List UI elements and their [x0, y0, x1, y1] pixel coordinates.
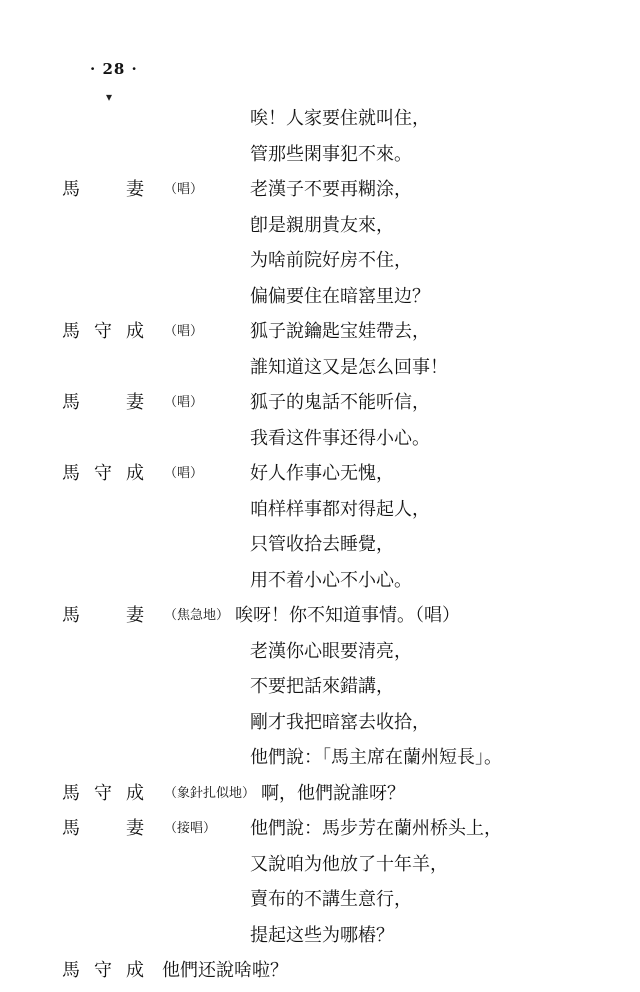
script-line — [0, 244, 640, 278]
speaker-name: 馬守成 — [62, 960, 158, 981]
script-line — [0, 422, 640, 456]
verse-text: 为啥前院好房不住， — [250, 250, 412, 271]
stage-direction: （唱） — [164, 182, 204, 197]
verse-text: 啊，他們說誰呀？ — [261, 782, 405, 804]
speaker-name: 馬 妻 — [62, 818, 158, 839]
speaker-name: 馬 妻 — [62, 392, 158, 413]
verse-text: 好人作事心无愧， — [250, 463, 394, 484]
stage-direction: （接唱） — [164, 821, 217, 836]
script-line — [0, 386, 640, 420]
verse-text: 又說咱为他放了十年羊， — [250, 853, 448, 875]
speaker-name: 馬 妻 — [62, 179, 158, 200]
script-line — [0, 954, 640, 988]
verse-text: 提起这些为哪樁？ — [250, 924, 394, 946]
stage-direction: （唱） — [164, 395, 204, 410]
verse-text: 他們說：馬步芳在蘭州桥头上， — [250, 818, 502, 839]
verse-text: 他們还說啥啦？ — [162, 960, 288, 981]
script-line — [0, 777, 640, 811]
verse-text: 卽是親朋貴友來， — [250, 214, 394, 236]
script-line — [0, 741, 640, 775]
verse-text: 只管收拾去睡覺， — [250, 534, 394, 555]
script-line — [0, 812, 640, 846]
stage-direction: （象針扎似地） — [164, 785, 256, 801]
script-line — [0, 848, 640, 882]
speaker-name: 馬 妻 — [62, 605, 158, 626]
script-line — [0, 493, 640, 527]
page-number: · 28 · — [90, 60, 138, 78]
speaker-name: 馬守成 — [62, 782, 158, 804]
script-line — [0, 528, 640, 562]
script-line — [0, 209, 640, 243]
script-line — [0, 351, 640, 385]
verse-text: 用不着小心不小心。 — [250, 569, 412, 591]
verse-text: 我看这件事还得小心。 — [250, 427, 430, 449]
verse-text: 老漢子不要再糊涂， — [250, 179, 412, 200]
script-line — [0, 280, 640, 314]
stage-direction: （焦急地） — [164, 608, 230, 623]
verse-text: 誰知道这又是怎么回事！ — [250, 356, 448, 378]
verse-text: 唉！人家要住就叫住， — [250, 108, 430, 129]
verse-text: 咱样样事都对得起人， — [250, 498, 430, 520]
verse-text: 剛才我把暗窰去收拾， — [250, 711, 430, 733]
script-line — [0, 457, 640, 491]
script-line — [0, 138, 640, 172]
script-line — [0, 315, 640, 349]
verse-text: 老漢你心眼要清亮， — [250, 640, 412, 662]
verse-text: 狐子說鑰匙宝娃帶去， — [250, 321, 430, 342]
verse-text: 狐子的鬼話不能听信， — [250, 392, 430, 413]
speaker-name: 馬守成 — [62, 321, 158, 342]
script-line — [0, 102, 640, 136]
verse-text: 賣布的不講生意行， — [250, 889, 412, 910]
verse-text: 唉呀！你不知道事情。（唱） — [235, 605, 460, 626]
ink-mark: ▾ — [106, 90, 113, 104]
script-line — [0, 173, 640, 207]
verse-text: 偏偏要住在暗窰里边？ — [250, 285, 430, 307]
verse-text: 他們說：「馬主席在蘭州短長」。 — [250, 747, 502, 768]
script-line — [0, 706, 640, 740]
script-line — [0, 670, 640, 704]
script-line — [0, 883, 640, 917]
script-line — [0, 635, 640, 669]
speaker-name: 馬守成 — [62, 463, 158, 484]
script-line — [0, 564, 640, 598]
verse-text: 不要把話來錯講， — [250, 676, 394, 697]
stage-direction: （唱） — [164, 466, 204, 481]
stage-direction: （唱） — [164, 324, 204, 339]
verse-text: 管那些閑事犯不來。 — [250, 143, 412, 165]
script-line — [0, 599, 640, 633]
script-line — [0, 919, 640, 953]
